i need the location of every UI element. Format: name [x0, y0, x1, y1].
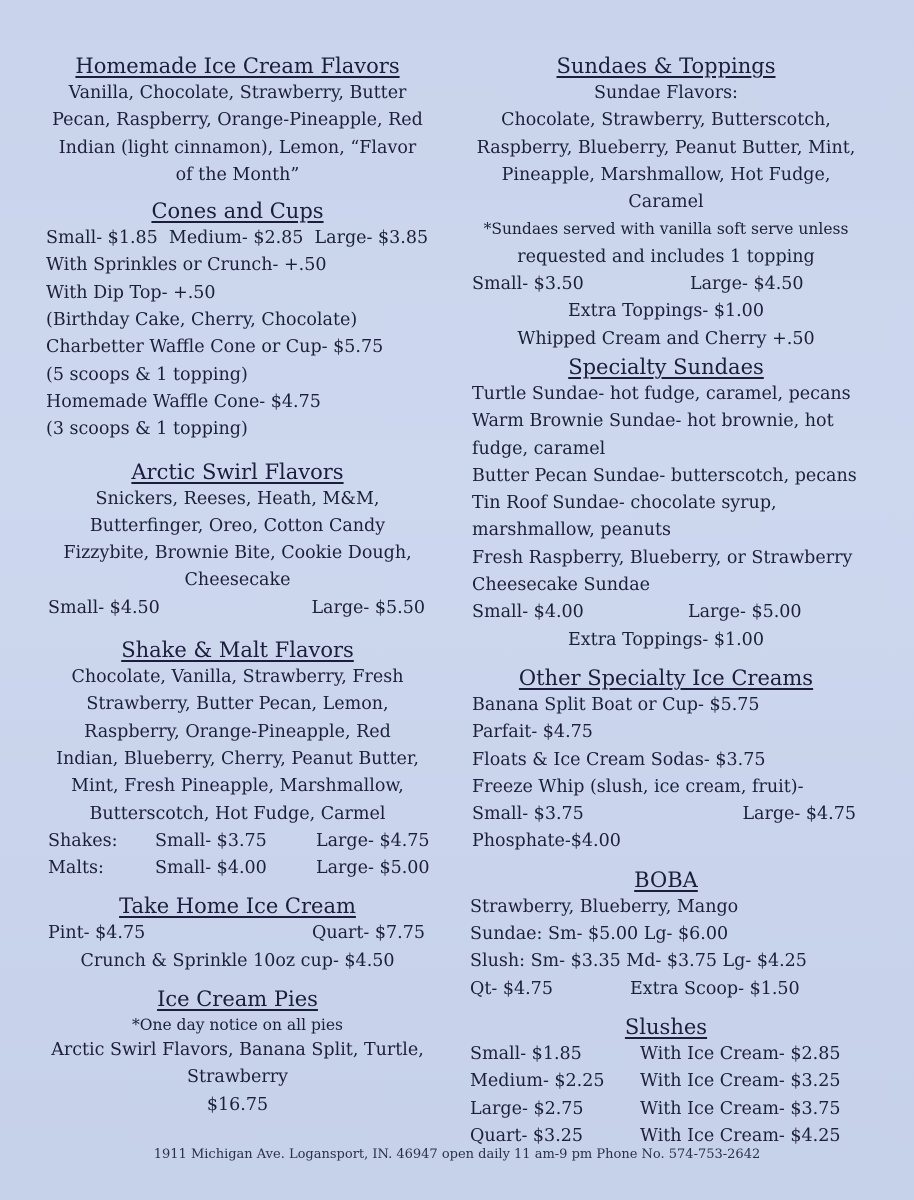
specialty-line: Warm Brownie Sundae- hot brownie, hot	[472, 411, 834, 432]
sundaes-title: Sundaes & Toppings	[556, 54, 776, 78]
slush-size: Quart- $3.25	[470, 1125, 584, 1146]
cones-line: (Birthday Cake, Cherry, Chocolate)	[46, 310, 358, 331]
specialty-line: Turtle Sundae- hot fudge, caramel, pecans	[472, 383, 851, 404]
specialty-line: Butter Pecan Sundae- butterscotch, pecans	[472, 465, 857, 486]
slushes-row	[468, 1041, 864, 1068]
specialty-line: Fresh Raspberry, Blueberry, or Strawberry	[472, 547, 853, 568]
slush-size: Small- $1.85	[470, 1043, 582, 1064]
sundaes-prices	[468, 271, 864, 298]
malts-prices	[40, 855, 435, 882]
sundaes-note: requested and includes 1 topping	[517, 246, 815, 267]
cones-line: (5 scoops & 1 topping)	[46, 364, 248, 385]
shake-line: Raspberry, Orange-Pineapple, Red	[84, 721, 391, 742]
shakes-small: Small- $3.75	[155, 830, 267, 851]
slushes-row	[468, 1068, 864, 1095]
freeze-small: Small- $3.75	[472, 804, 584, 825]
cones-line: With Dip Top- +.50	[46, 282, 216, 303]
sundaes-subtitle: Sundae Flavors:	[594, 83, 738, 103]
malts-large: Large- $5.00	[316, 858, 430, 879]
arctic-line: Fizzybite, Brownie Bite, Cookie Dough,	[63, 543, 412, 564]
other-line: Freeze Whip (slush, ice cream, fruit)-	[472, 776, 804, 797]
slush-ice-cream: With Ice Cream- $4.25	[640, 1125, 841, 1146]
freeze-large: Large- $4.75	[742, 804, 856, 825]
pies-price: $16.75	[206, 1094, 269, 1115]
shake-line: Strawberry, Butter Pecan, Lemon,	[86, 694, 389, 715]
homemade-line: Pecan, Raspberry, Orange-Pineapple, Red	[52, 110, 423, 131]
sundaes-line: Pineapple, Marshmallow, Hot Fudge,	[501, 164, 831, 185]
arctic-large: Large- $5.50	[311, 597, 425, 618]
boba-extra: Extra Scoop- $1.50	[630, 978, 800, 999]
arctic-prices	[40, 595, 435, 622]
specialty-line: Tin Roof Sundae- chocolate syrup,	[472, 493, 777, 514]
boba-line: Sundae: Sm- $5.00 Lg- $6.00	[470, 924, 729, 945]
left-column	[40, 52, 435, 1119]
malts-small: Small- $4.00	[155, 858, 267, 879]
arctic-small: Small- $4.50	[48, 597, 160, 618]
shakes-large: Large- $4.75	[316, 830, 430, 851]
arctic-title: Arctic Swirl Flavors	[131, 459, 344, 484]
boba-line: Slush: Sm- $3.35 Md- $3.75 Lg- $4.25	[470, 951, 807, 972]
sundaes-line: Chocolate, Strawberry, Butterscotch,	[501, 110, 831, 131]
quart-price: Quart- $7.75	[311, 923, 425, 944]
boba-line: Strawberry, Blueberry, Mango	[470, 896, 739, 917]
arctic-line: Butterfinger, Oreo, Cotton Candy	[89, 515, 386, 536]
boba-title: BOBA	[634, 867, 698, 892]
specialty-prices	[468, 599, 864, 626]
cones-line: Homemade Waffle Cone- $4.75	[46, 391, 321, 412]
sundaes-large: Large- $4.50	[690, 274, 804, 295]
sundaes-small: Small- $3.50	[472, 274, 584, 295]
shakes-label: Shakes:	[48, 830, 118, 851]
cones-title: Cones and Cups	[151, 199, 324, 224]
homemade-line: Indian (light cinnamon), Lemon, “Flavor	[58, 137, 417, 158]
pies-title: Ice Cream Pies	[157, 987, 318, 1012]
homemade-title: Homemade Ice Cream Flavors	[75, 54, 400, 78]
slush-size: Large- $2.75	[470, 1098, 584, 1119]
boba-prices	[468, 976, 864, 1003]
homemade-line: of the Month”	[175, 164, 300, 185]
pies-note: *One day notice on all pies	[132, 1016, 343, 1035]
cones-line: Charbetter Waffle Cone or Cup- $5.75	[46, 337, 384, 358]
malts-label: Malts:	[48, 858, 104, 879]
takehome-title: Take Home Ice Cream	[119, 894, 356, 919]
slushes-row	[468, 1096, 864, 1123]
slush-ice-cream: With Ice Cream- $3.25	[640, 1071, 841, 1092]
cones-sizes: Small- $1.85 Medium- $2.85 Large- $3.85	[46, 228, 429, 249]
shake-line: Butterscotch, Hot Fudge, Carmel	[89, 803, 386, 824]
crunch-cup-price: Crunch & Sprinkle 10oz cup- $4.50	[80, 950, 395, 971]
slush-ice-cream: With Ice Cream- $3.75	[640, 1098, 841, 1119]
homemade-line: Vanilla, Chocolate, Strawberry, Butter	[68, 83, 407, 103]
arctic-line: Cheesecake	[184, 570, 291, 591]
specialty-line: marshmallow, peanuts	[472, 520, 671, 541]
other-line: Parfait- $4.75	[472, 722, 593, 743]
shake-line: Mint, Fresh Pineapple, Marshmallow,	[71, 776, 404, 797]
sundaes-line: Raspberry, Blueberry, Peanut Butter, Mint,	[476, 137, 856, 158]
slushes-title: Slushes	[624, 1014, 708, 1039]
shake-title: Shake & Malt Flavors	[121, 638, 354, 663]
other-title: Other Specialty Ice Creams	[518, 665, 814, 690]
freeze-whip-prices	[468, 801, 864, 828]
specialty-small: Small- $4.00	[472, 602, 584, 623]
specialty-line: fudge, caramel	[472, 438, 606, 459]
sundaes-line: Caramel	[628, 192, 704, 213]
arctic-line: Snickers, Reeses, Heath, M&M,	[95, 488, 380, 509]
pint-price: Pint- $4.75	[48, 923, 146, 944]
other-line: Floats & Ice Cream Sodas- $3.75	[472, 749, 766, 770]
slush-size: Medium- $2.25	[470, 1071, 605, 1092]
pies-line: Strawberry	[187, 1067, 288, 1088]
sundaes-whipped: Whipped Cream and Cherry +.50	[517, 328, 815, 349]
phosphate-price: Phosphate-$4.00	[472, 831, 621, 852]
footer-address: 1911 Michigan Ave. Logansport, IN. 46947 open daily 11 am-9 pm Phone No. 574-753-2642	[153, 1147, 761, 1162]
specialty-large: Large- $5.00	[688, 602, 802, 623]
shakes-prices	[40, 828, 435, 855]
pies-line: Arctic Swirl Flavors, Banana Split, Turtle,	[51, 1040, 424, 1061]
slush-ice-cream: With Ice Cream- $2.85	[640, 1043, 841, 1064]
sundaes-note: *Sundaes served with vanilla soft serve unless	[483, 220, 849, 239]
sundaes-extra: Extra Toppings- $1.00	[568, 301, 764, 322]
right-column	[468, 52, 864, 1150]
cones-line: With Sprinkles or Crunch- +.50	[46, 255, 327, 276]
cones-line: (3 scoops & 1 topping)	[46, 419, 248, 440]
slushes-row	[468, 1123, 864, 1150]
specialty-extra: Extra Toppings- $1.00	[568, 629, 764, 650]
other-line: Banana Split Boat or Cup- $5.75	[472, 694, 760, 715]
specialty-title: Specialty Sundaes	[568, 354, 764, 379]
specialty-line: Cheesecake Sundae	[472, 575, 650, 596]
takehome-prices	[40, 920, 435, 947]
shake-line: Indian, Blueberry, Cherry, Peanut Butter,	[56, 748, 419, 769]
shake-line: Chocolate, Vanilla, Strawberry, Fresh	[71, 667, 404, 688]
boba-qt: Qt- $4.75	[470, 978, 553, 999]
